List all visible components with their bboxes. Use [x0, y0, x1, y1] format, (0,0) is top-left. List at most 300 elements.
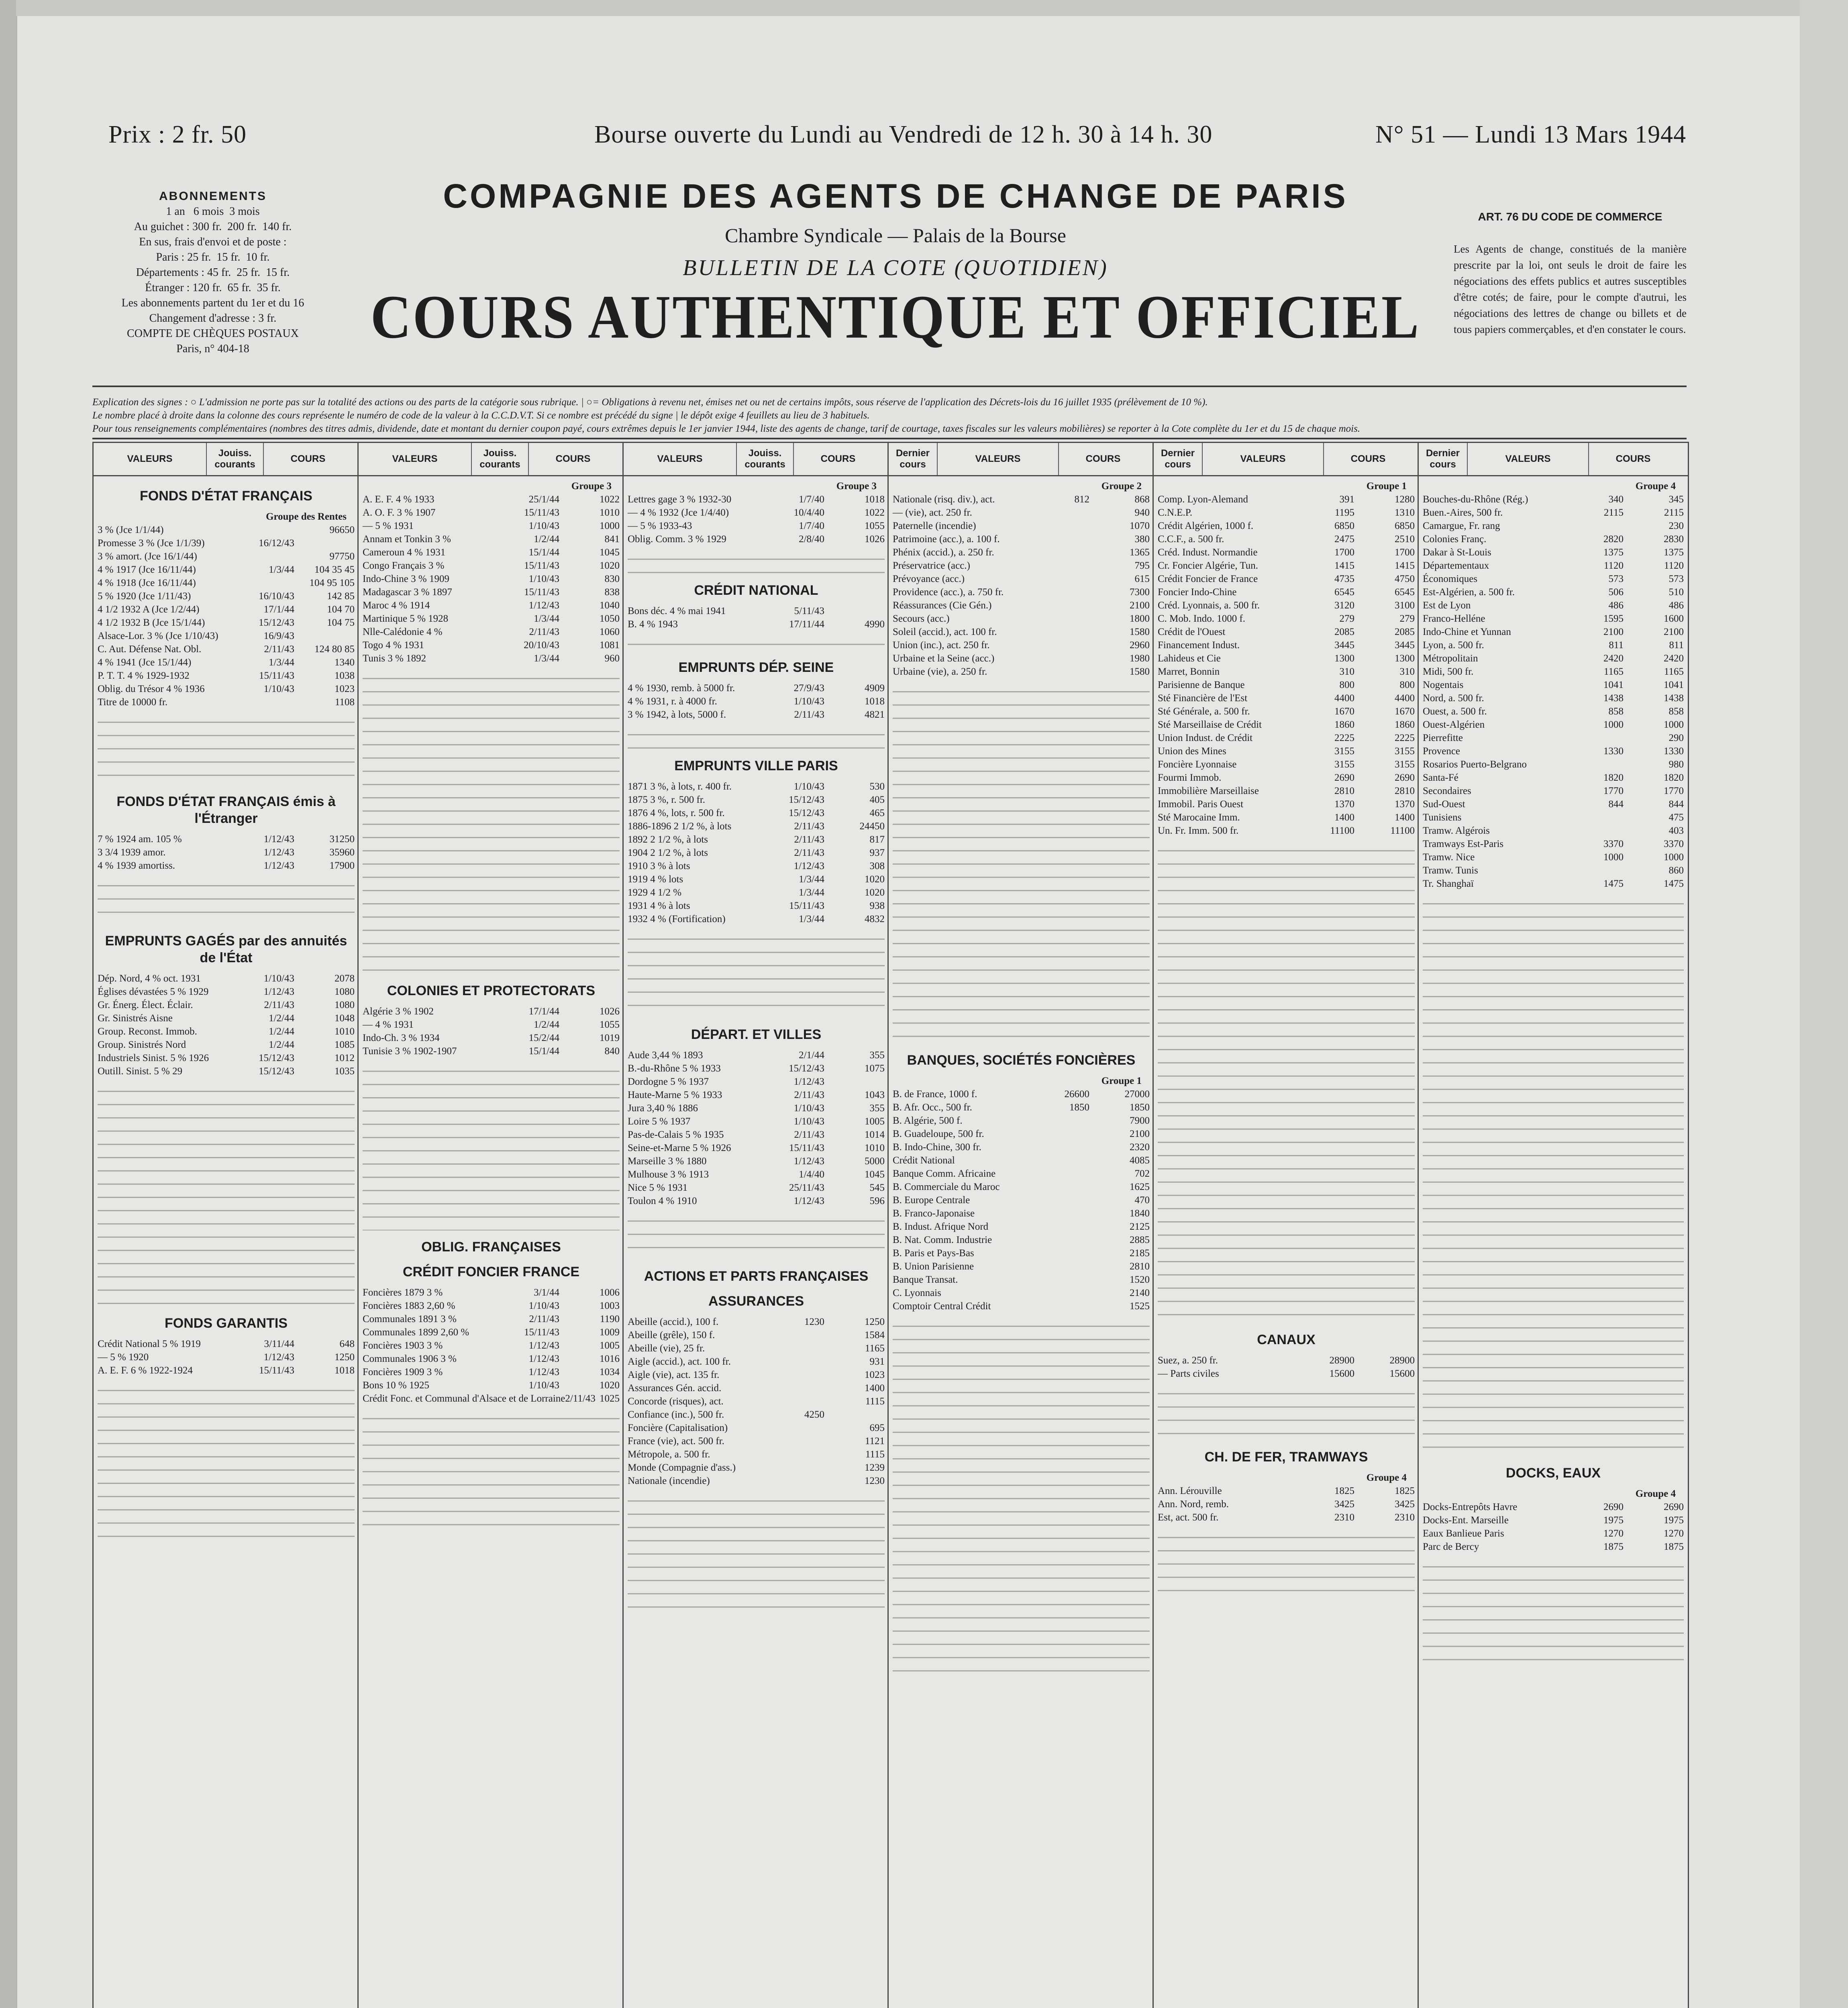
- date-or-last: 1875: [1603, 1541, 1624, 1552]
- text-lines: [1158, 1384, 1415, 1441]
- security-name: — 4 % 1931: [363, 1019, 414, 1030]
- date-or-last: 2115: [1603, 507, 1624, 518]
- date-or-last: [1033, 1300, 1089, 1313]
- security-name: Union (inc.), act. 250 fr.: [893, 640, 990, 651]
- quote-row: [893, 493, 1150, 506]
- price-value: 840: [604, 1046, 620, 1057]
- security-name: Indo-Ch. 3 % 1934: [363, 1033, 440, 1043]
- quote-row: [1423, 1540, 1684, 1553]
- date-or-last: 1041: [1603, 680, 1624, 690]
- security-name: Titre de 10000 fr.: [98, 697, 168, 708]
- date-or-last: [238, 550, 294, 563]
- quote-row: [1158, 731, 1415, 745]
- security-name: Créd. Lyonnais, a. 500 fr.: [1158, 600, 1260, 611]
- quote-row: [1423, 745, 1684, 758]
- security-name: Oblig. Comm. 3 % 1929: [628, 534, 726, 545]
- price-value: 230: [1669, 520, 1684, 531]
- quote-row: [1423, 784, 1684, 798]
- quote-row: [1158, 586, 1415, 599]
- date-or-last: 15/2/44: [528, 1033, 559, 1043]
- text-lines: [628, 550, 885, 574]
- date-or-last: 1/4/40: [799, 1169, 824, 1180]
- quote-row: [1423, 1514, 1684, 1527]
- date-or-last: 17/1/44: [263, 604, 294, 615]
- security-name: Foncière (Capitalisation): [628, 1422, 728, 1433]
- quote-row: [893, 546, 1150, 559]
- price-value: 6545: [1395, 587, 1415, 598]
- date-or-last: 1165: [1603, 666, 1624, 677]
- security-name: 1929 4 1/2 %: [628, 887, 682, 898]
- price-value: 1415: [1395, 560, 1415, 571]
- price-value: 1022: [600, 494, 620, 505]
- date-or-last: 2100: [1603, 626, 1624, 637]
- price-value: 702: [1134, 1168, 1150, 1179]
- price-value: 1330: [1664, 746, 1684, 757]
- security-name: Banque Comm. Africaine: [893, 1168, 996, 1179]
- price-value: 1250: [335, 1352, 355, 1363]
- section-title: BANQUES, SOCIÉTÉS FONCIÈRES: [907, 1053, 1136, 1068]
- price-value: 1340: [335, 657, 355, 668]
- date-or-last: [1033, 1247, 1089, 1260]
- quote-row: [1423, 731, 1684, 745]
- price-value: 1825: [1395, 1486, 1415, 1496]
- section-title: CANAUX: [1257, 1332, 1316, 1347]
- date-or-last: 3/11/44: [264, 1339, 294, 1349]
- price-value: 1400: [1395, 812, 1415, 823]
- quote-row: [628, 1194, 885, 1208]
- price-value: 1009: [600, 1327, 620, 1338]
- quote-row: [1423, 665, 1684, 678]
- section-title: EMPRUNTS VILLE PARIS: [674, 758, 838, 773]
- date-or-last: [1567, 864, 1624, 877]
- security-name: Secours (acc.): [893, 613, 950, 624]
- security-name: Nogentais: [1423, 680, 1464, 690]
- price-value: 1820: [1664, 772, 1684, 783]
- date-or-last: 1195: [1334, 507, 1354, 518]
- quote-row: [98, 985, 355, 998]
- date-or-last: 1270: [1603, 1528, 1624, 1539]
- quote-row: [893, 1300, 1150, 1313]
- date-or-last: 2/11/43: [794, 834, 824, 845]
- security-name: Lyon, a. 500 fr.: [1423, 640, 1484, 651]
- date-or-last: 844: [1608, 799, 1624, 810]
- security-name: Docks-Entrepôts Havre: [1423, 1502, 1518, 1512]
- security-name: 1892 2 1/2 %, à lots: [628, 834, 708, 845]
- quote-row: [628, 1408, 885, 1421]
- security-name: C.N.E.P.: [1158, 507, 1193, 518]
- date-or-last: [1033, 1141, 1089, 1154]
- section-title: COLONIES ET PROTECTORATS: [387, 983, 596, 998]
- quote-row: [363, 519, 620, 533]
- date-or-last: 1/12/43: [793, 1156, 824, 1167]
- quote-row: [893, 1180, 1150, 1194]
- date-or-last: [1033, 1286, 1089, 1300]
- date-or-last: 1120: [1603, 560, 1624, 571]
- security-name: Providence (acc.), a. 750 fr.: [893, 587, 1004, 598]
- price-value: 1080: [335, 1000, 355, 1010]
- quote-row: [98, 846, 355, 859]
- security-name: Métropole, a. 500 fr.: [628, 1449, 710, 1460]
- price-value: 2320: [1130, 1142, 1150, 1153]
- quote-row: [363, 506, 620, 519]
- quote-row: [1158, 745, 1415, 758]
- quote-row: [628, 1448, 885, 1461]
- price-value: 1023: [865, 1369, 885, 1380]
- column-2: [357, 442, 625, 2008]
- quote-row: [1158, 572, 1415, 586]
- date-or-last: [1033, 1127, 1089, 1141]
- quote-row: [628, 1355, 885, 1368]
- column-header: [889, 443, 1154, 476]
- date-or-last: 15/12/43: [259, 617, 294, 628]
- quote-row: [1423, 493, 1684, 506]
- security-name: Abeille (vie), 25 fr.: [628, 1343, 705, 1354]
- group-label: Groupe 3: [836, 481, 877, 492]
- date-or-last: 15/11/43: [524, 587, 559, 598]
- section-title: OBLIG. FRANÇAISES: [421, 1239, 561, 1255]
- quote-row: [1423, 798, 1684, 811]
- security-name: Congo Français 3 %: [363, 560, 445, 571]
- section-title: CH. DE FER, TRAMWAYS: [1204, 1449, 1368, 1465]
- price-value: 596: [869, 1196, 885, 1206]
- date-or-last: 28900: [1329, 1355, 1354, 1366]
- subscriptions-title: ABONNEMENTS: [159, 190, 267, 203]
- price-value: 2310: [1395, 1512, 1415, 1523]
- price-value: 2690: [1664, 1502, 1684, 1512]
- quote-row: [893, 639, 1150, 652]
- date-or-last: 1230: [804, 1316, 824, 1327]
- price-value: 1020: [865, 887, 885, 898]
- quote-row: [628, 1088, 885, 1102]
- quote-row: [1423, 1500, 1684, 1514]
- security-name: Bons déc. 4 % mai 1941: [628, 606, 726, 616]
- security-name: Maroc 4 % 1914: [363, 600, 430, 611]
- column-header: [359, 443, 624, 476]
- divider: [92, 438, 1687, 439]
- date-or-last: 1/3/44: [799, 914, 824, 924]
- date-or-last: [1033, 1233, 1089, 1247]
- column-header-cell: VALEURS: [94, 443, 207, 475]
- security-name: Est, act. 500 fr.: [1158, 1512, 1219, 1523]
- security-name: A. E. F. 6 % 1922-1924: [98, 1365, 193, 1376]
- date-or-last: 506: [1608, 587, 1624, 598]
- quote-row: [1423, 824, 1684, 837]
- security-name: Gr. Sinistrés Aisne: [98, 1013, 173, 1024]
- column-1: [92, 442, 360, 2008]
- quote-row: [363, 599, 620, 612]
- text-lines: [98, 1381, 355, 1542]
- text-lines: [363, 1062, 620, 1231]
- security-name: Secondaires: [1423, 786, 1471, 796]
- price-value: 648: [339, 1339, 355, 1349]
- price-value: 142 85: [327, 591, 355, 602]
- security-name: B. de France, 1000 f.: [893, 1089, 977, 1100]
- price-value: 868: [1134, 494, 1150, 505]
- price-value: 1041: [1664, 680, 1684, 690]
- security-name: Préservatrice (acc.): [893, 560, 970, 571]
- column-header-cell: VALEURS: [624, 443, 737, 475]
- quote-row: [98, 590, 355, 603]
- quote-row: [893, 1088, 1150, 1101]
- price-value: 1026: [865, 534, 885, 545]
- security-name: 1886-1896 2 1/2 %, à lots: [628, 821, 732, 832]
- column-header: [1419, 443, 1688, 476]
- date-or-last: 1860: [1334, 719, 1354, 730]
- date-or-last: 1370: [1334, 799, 1354, 810]
- quote-row: [628, 1168, 885, 1181]
- date-or-last: 1700: [1334, 547, 1354, 558]
- date-or-last: [1033, 639, 1089, 652]
- price-value: 28900: [1389, 1355, 1415, 1366]
- security-name: Colonies Franç.: [1423, 534, 1487, 545]
- quote-row: [893, 1127, 1150, 1141]
- security-name: Crédit de l'Ouest: [1158, 626, 1226, 637]
- security-name: Foncières 1879 3 %: [363, 1287, 443, 1298]
- price-value: 1045: [865, 1169, 885, 1180]
- column-header-cell: COURS: [1085, 453, 1121, 464]
- quote-row: [363, 1031, 620, 1045]
- issue-number: N° 51 — Lundi 13 Mars 1944: [1375, 121, 1687, 148]
- column-body: [359, 476, 624, 1533]
- quote-row: [98, 682, 355, 696]
- column-body: [889, 476, 1154, 1681]
- price-value: 31250: [329, 834, 355, 845]
- price: Prix : 2 fr. 50: [108, 121, 247, 148]
- security-name: Jura 3,40 % 1886: [628, 1103, 698, 1114]
- security-name: Abeille (accid.), 100 f.: [628, 1316, 719, 1327]
- quote-row: [1158, 705, 1415, 718]
- date-or-last: 2225: [1334, 733, 1354, 743]
- price-value: 2100: [1130, 600, 1150, 611]
- date-or-last: 1475: [1603, 878, 1624, 889]
- article-76: [1454, 209, 1687, 337]
- quote-row: [628, 708, 885, 721]
- date-or-last: 573: [1608, 573, 1624, 584]
- date-or-last: 17/11/44: [789, 619, 824, 630]
- quote-row: [1423, 1527, 1684, 1540]
- security-name: 5 % 1920 (Jce 1/11/43): [98, 591, 191, 602]
- security-name: Loire 5 % 1937: [628, 1116, 691, 1127]
- security-name: Gr. Énerg. Élect. Éclair.: [98, 1000, 193, 1010]
- date-or-last: 2/11/43: [794, 821, 824, 832]
- quote-row: [628, 793, 885, 806]
- explanation-line: Explication des signes : ○ L'admission ne porte pas sur la totalité des actions ou des parts de la catégorie sous rubrique. | ○= Obligations à revenu net, émises net ou net de certains impôts, sous réserve de l'application des Décrets-lois du 16 juillet 1935 (prélèvement de 10 %).: [92, 397, 1208, 408]
- quote-row: [1423, 837, 1684, 851]
- date-or-last: 15/1/44: [528, 1046, 559, 1057]
- security-name: 4 1/2 1932 B (Jce 15/1/44): [98, 617, 205, 628]
- security-name: Aigle (accid.), act. 100 fr.: [628, 1356, 731, 1367]
- quote-row: [1158, 546, 1415, 559]
- security-name: Seine-et-Marne 5 % 1926: [628, 1143, 731, 1153]
- date-or-last: 1/12/43: [263, 986, 294, 997]
- quote-row: [98, 537, 355, 550]
- price-value: 1023: [335, 684, 355, 694]
- price-value: 1520: [1130, 1274, 1150, 1285]
- date-or-last: [238, 696, 294, 709]
- price-value: 17900: [329, 860, 355, 871]
- security-name: 1932 4 % (Fortification): [628, 914, 726, 924]
- security-name: Patrimoine (acc.), a. 100 f.: [893, 534, 1000, 545]
- quote-row: [628, 1181, 885, 1194]
- security-name: Urbaine et la Seine (acc.): [893, 653, 995, 664]
- date-or-last: 2475: [1334, 534, 1354, 545]
- quote-row: [628, 1141, 885, 1155]
- date-or-last: [1033, 1207, 1089, 1220]
- subscription-line: COMPTE DE CHÈQUES POSTAUX: [127, 327, 299, 340]
- date-or-last: 1/7/40: [799, 520, 824, 531]
- quote-row: [628, 1155, 885, 1168]
- quote-row: [1423, 864, 1684, 877]
- security-name: B. Afr. Occ., 500 fr.: [893, 1102, 972, 1113]
- quote-row: [1158, 493, 1415, 506]
- date-or-last: [768, 1342, 824, 1355]
- price-value: 938: [869, 900, 885, 911]
- price-value: 2100: [1664, 626, 1684, 637]
- quote-row: [628, 493, 885, 506]
- security-name: A. E. F. 4 % 1933: [363, 494, 434, 505]
- text-lines: [363, 1409, 620, 1530]
- security-name: Nice 5 % 1931: [628, 1182, 688, 1193]
- column-header-cell: Jouiss. courants: [472, 443, 529, 475]
- price-value: 1400: [865, 1383, 885, 1394]
- price-value: 2100: [1130, 1128, 1150, 1139]
- security-name: Ann. Nord, remb.: [1158, 1499, 1229, 1510]
- quote-row: [1158, 811, 1415, 824]
- quote-row: [363, 639, 620, 652]
- date-or-last: 3155: [1334, 759, 1354, 770]
- section-title: DÉPART. ET VILLES: [691, 1027, 822, 1042]
- quote-row: [363, 652, 620, 665]
- date-or-last: 1/2/44: [269, 1026, 294, 1037]
- security-name: Midi, 500 fr.: [1423, 666, 1474, 677]
- date-or-last: [768, 1461, 824, 1474]
- quote-row: [893, 1247, 1150, 1260]
- price-value: 838: [604, 587, 620, 598]
- column-body: [1154, 476, 1419, 1596]
- column-header-cell: Dernier cours: [889, 443, 938, 475]
- text-lines: [98, 1082, 355, 1307]
- quote-row: [363, 546, 620, 559]
- text-lines: [1158, 1528, 1415, 1592]
- security-name: Buen.-Aires, 500 fr.: [1423, 507, 1503, 518]
- date-or-last: 15/12/43: [259, 1066, 294, 1077]
- security-name: Foncier Indo-Chine: [1158, 587, 1237, 598]
- date-or-last: 1000: [1603, 719, 1624, 730]
- security-name: Parc de Bercy: [1423, 1541, 1479, 1552]
- price-value: 1055: [600, 1019, 620, 1030]
- date-or-last: 279: [1339, 613, 1354, 624]
- date-or-last: 6850: [1334, 520, 1354, 531]
- date-or-last: 4250: [804, 1409, 824, 1420]
- column-header-cell: Dernier cours: [1154, 443, 1203, 475]
- price-value: 795: [1134, 560, 1150, 571]
- price-value: 486: [1669, 600, 1684, 611]
- security-name: Églises dévastées 5 % 1929: [98, 986, 209, 997]
- security-name: 1910 3 % à lots: [628, 861, 690, 871]
- security-name: Haute-Marne 5 % 1933: [628, 1090, 722, 1100]
- date-or-last: 2/11/43: [794, 709, 824, 720]
- price-value: 2830: [1664, 534, 1684, 545]
- price-value: 615: [1134, 573, 1150, 584]
- column-header-cell: VALEURS: [1203, 443, 1324, 475]
- security-name: Alsace-Lor. 3 % (Jce 1/10/43): [98, 631, 218, 641]
- section-title: ACTIONS ET PARTS FRANÇAISES: [644, 1269, 869, 1284]
- price-value: 405: [869, 794, 885, 805]
- section-title: CRÉDIT NATIONAL: [694, 583, 818, 598]
- security-name: Cameroun 4 % 1931: [363, 547, 446, 558]
- date-or-last: 1/12/43: [793, 861, 824, 871]
- price-value: 465: [869, 808, 885, 818]
- security-name: Nationale (risq. div.), act.: [893, 494, 995, 505]
- quote-row: [893, 1167, 1150, 1180]
- security-name: Bons 10 % 1925: [363, 1380, 429, 1391]
- security-name: Tr. Shanghaï: [1423, 878, 1474, 889]
- price-value: 1025: [600, 1393, 620, 1404]
- date-or-last: 1/12/43: [793, 1076, 824, 1087]
- date-or-last: 1/2/44: [534, 534, 559, 545]
- price-value: 1980: [1130, 653, 1150, 664]
- price-value: 1012: [335, 1053, 355, 1063]
- security-name: Tunisiens: [1423, 812, 1462, 823]
- price-value: 4821: [865, 709, 885, 720]
- date-or-last: 26600: [1064, 1089, 1089, 1100]
- quote-row: [1423, 877, 1684, 890]
- price-value: 3155: [1395, 746, 1415, 757]
- quote-row: [363, 612, 620, 625]
- quote-row: [628, 820, 885, 833]
- price-value: 1010: [335, 1026, 355, 1037]
- security-name: C. Mob. Indo. 1000 f.: [1158, 613, 1246, 624]
- security-name: — 5 % 1933-43: [628, 520, 692, 531]
- price-value: 355: [869, 1050, 885, 1061]
- date-or-last: 1/10/43: [528, 1380, 559, 1391]
- section-title: DOCKS, EAUX: [1505, 1465, 1601, 1481]
- date-or-last: 1/12/43: [263, 1352, 294, 1363]
- subscription-line: Au guichet : 300 fr. 200 fr. 140 fr.: [134, 220, 292, 233]
- quote-row: [98, 656, 355, 669]
- security-name: Départementaux: [1423, 560, 1489, 571]
- page-edge: [1800, 0, 1848, 2008]
- security-name: 4 1/2 1932 A (Jce 1/2/44): [98, 604, 200, 615]
- price-value: 4400: [1395, 693, 1415, 704]
- security-name: Fourmi Immob.: [1158, 772, 1222, 783]
- date-or-last: 2820: [1603, 534, 1624, 545]
- quote-row: [1423, 652, 1684, 665]
- quote-row: [363, 1018, 620, 1031]
- price-value: 1050: [600, 613, 620, 624]
- group-label: Groupe 2: [1101, 481, 1142, 492]
- security-name: C. Aut. Défense Nat. Obl.: [98, 644, 202, 655]
- quote-row: [1423, 718, 1684, 731]
- security-name: Eaux Banlieue Paris: [1423, 1528, 1504, 1539]
- date-or-last: 6545: [1334, 587, 1354, 598]
- date-or-last: 2/11/43: [794, 1090, 824, 1100]
- price-value: 1600: [1664, 613, 1684, 624]
- security-name: Santa-Fé: [1423, 772, 1458, 783]
- price-value: 1040: [600, 600, 620, 611]
- column-header-cell: COURS: [820, 453, 856, 464]
- column-header-cell: COURS: [1615, 453, 1651, 464]
- price-value: 1080: [335, 986, 355, 997]
- quote-row: [1158, 533, 1415, 546]
- text-lines: [628, 1492, 885, 1612]
- price-value: 104 70: [327, 604, 355, 615]
- security-name: Créd. Indust. Normandie: [1158, 547, 1258, 558]
- date-or-last: 15/12/43: [259, 1053, 294, 1063]
- date-or-last: 1670: [1334, 706, 1354, 717]
- security-name: Union des Mines: [1158, 746, 1226, 757]
- quote-row: [1423, 572, 1684, 586]
